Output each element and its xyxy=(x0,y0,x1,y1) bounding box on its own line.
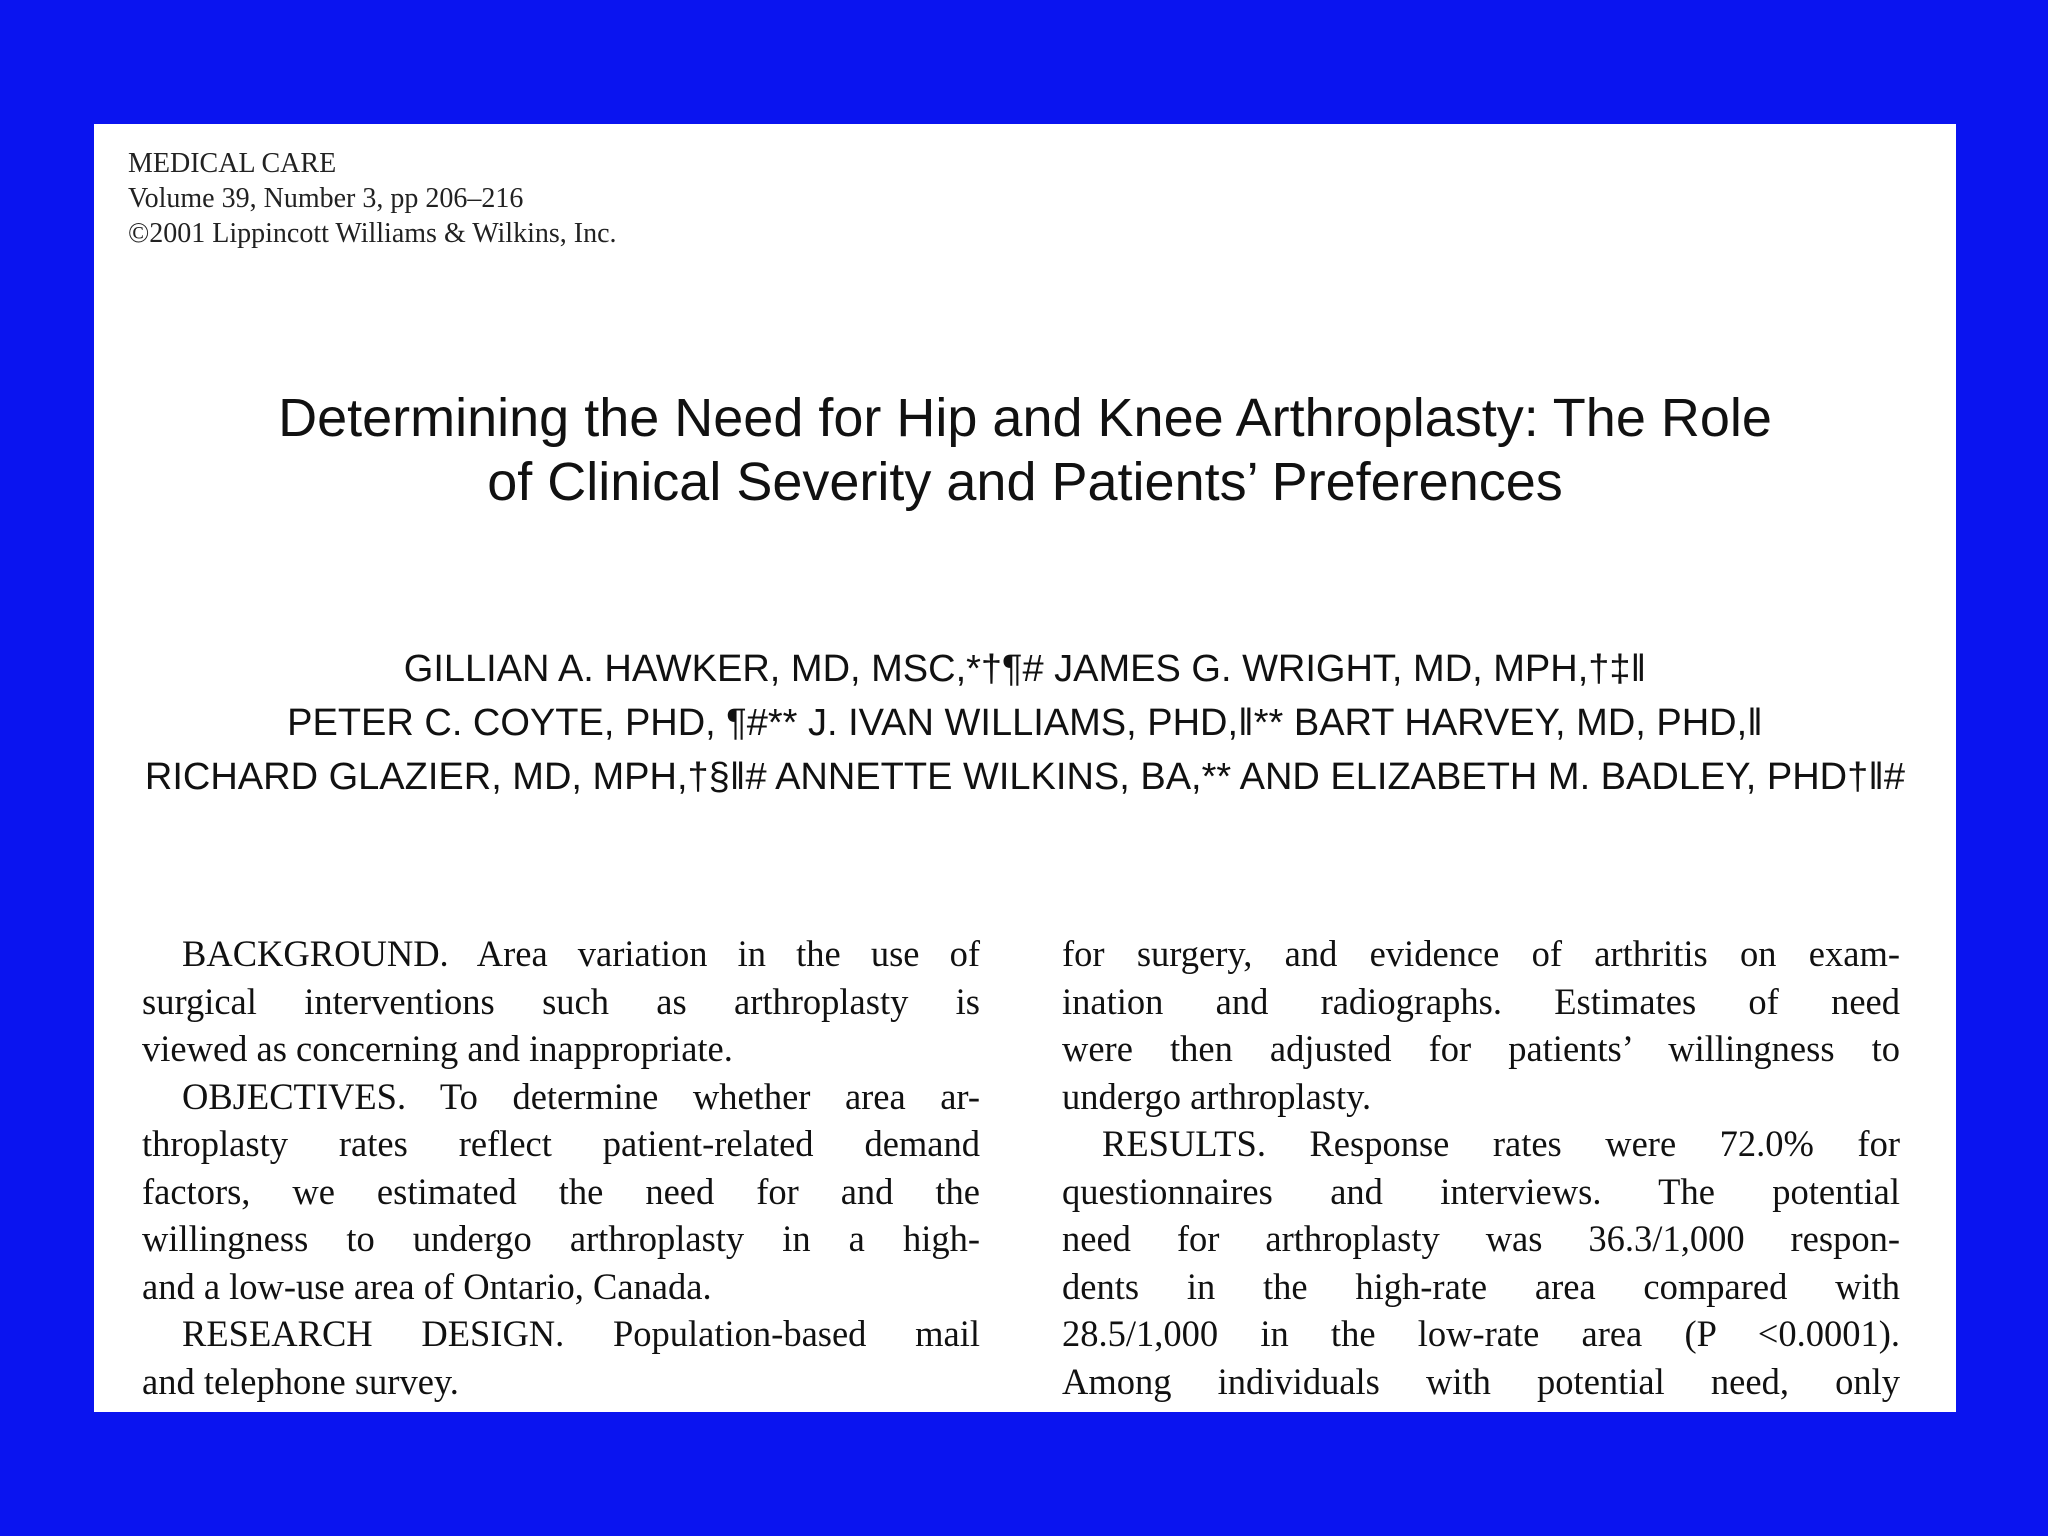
article-page xyxy=(94,124,1956,1412)
abstract-line: need for arthroplasty was 36.3/1,000 respon- xyxy=(1062,1218,1900,1259)
abstract-right-column xyxy=(1062,930,1900,1405)
title-line-2: of Clinical Severity and Patients’ Preferences xyxy=(487,452,1563,512)
article-title xyxy=(94,386,1956,514)
abstract-line: OBJECTIVES. To determine whether area ar- xyxy=(182,1075,980,1117)
abstract-line: Among individuals with potential need, only xyxy=(1062,1360,1900,1402)
abstract-line: and telephone survey. xyxy=(142,1360,459,1402)
abstract-line: were then adjusted for patients’ willingness to xyxy=(1062,1028,1900,1069)
title-line-1: Determining the Need for Hip and Knee Arthroplasty: The Role xyxy=(278,388,1772,448)
author-list xyxy=(94,642,1956,804)
abstract-line: undergo arthroplasty. xyxy=(1062,1075,1372,1117)
abstract-line: factors, we estimated the need for and the xyxy=(142,1170,980,1212)
abstract-line: throplasty rates reflect patient-related demand xyxy=(142,1123,980,1164)
authors-line-1: GILLIAN A. HAWKER, MD, MSC,*†¶# JAMES G. WRIGHT, MD, MPH,†‡‖ xyxy=(403,648,1647,690)
abstract-line: RESEARCH DESIGN. Population-based mail xyxy=(182,1313,980,1354)
abstract-line: for surgery, and evidence of arthritis on exam- xyxy=(1062,933,1900,974)
abstract-line: 28.5/1,000 in the low-rate area (P <0.0001). xyxy=(1062,1313,1900,1354)
abstract-line: BACKGROUND. Area variation in the use of xyxy=(182,933,980,974)
authors-line-2: PETER C. COYTE, PHD, ¶#** J. IVAN WILLIAMS, PHD,‖** BART HARVEY, MD, PHD,‖ xyxy=(287,702,1763,744)
abstract-line: and a low-use area of Ontario, Canada. xyxy=(142,1265,712,1307)
authors-line-3: RICHARD GLAZIER, MD, MPH,†§‖# ANNETTE WILKINS, BA,** AND ELIZABETH M. BADLEY, PHD†‖# xyxy=(144,756,1906,798)
journal-volume: Volume 39, Number 3, pp 206–216 xyxy=(128,183,524,214)
abstract-line: dents in the high-rate area compared with xyxy=(1062,1265,1900,1307)
abstract-line: questionnaires and interviews. The potential xyxy=(1062,1170,1900,1212)
abstract-line: surgical interventions such as arthroplasty is xyxy=(142,980,980,1022)
abstract-line: willingness to undergo arthroplasty in a high- xyxy=(142,1218,980,1259)
journal-copyright: ©2001 Lippincott Williams & Wilkins, Inc. xyxy=(128,218,617,249)
abstract-line: ination and radiographs. Estimates of need xyxy=(1062,980,1900,1022)
abstract-left-column xyxy=(142,930,980,1405)
journal-header xyxy=(128,146,617,251)
abstract-line: RESULTS. Response rates were 72.0% for xyxy=(1102,1123,1900,1164)
abstract-line: viewed as concerning and inappropriate. xyxy=(142,1028,733,1069)
journal-name: MEDICAL CARE xyxy=(128,148,337,179)
